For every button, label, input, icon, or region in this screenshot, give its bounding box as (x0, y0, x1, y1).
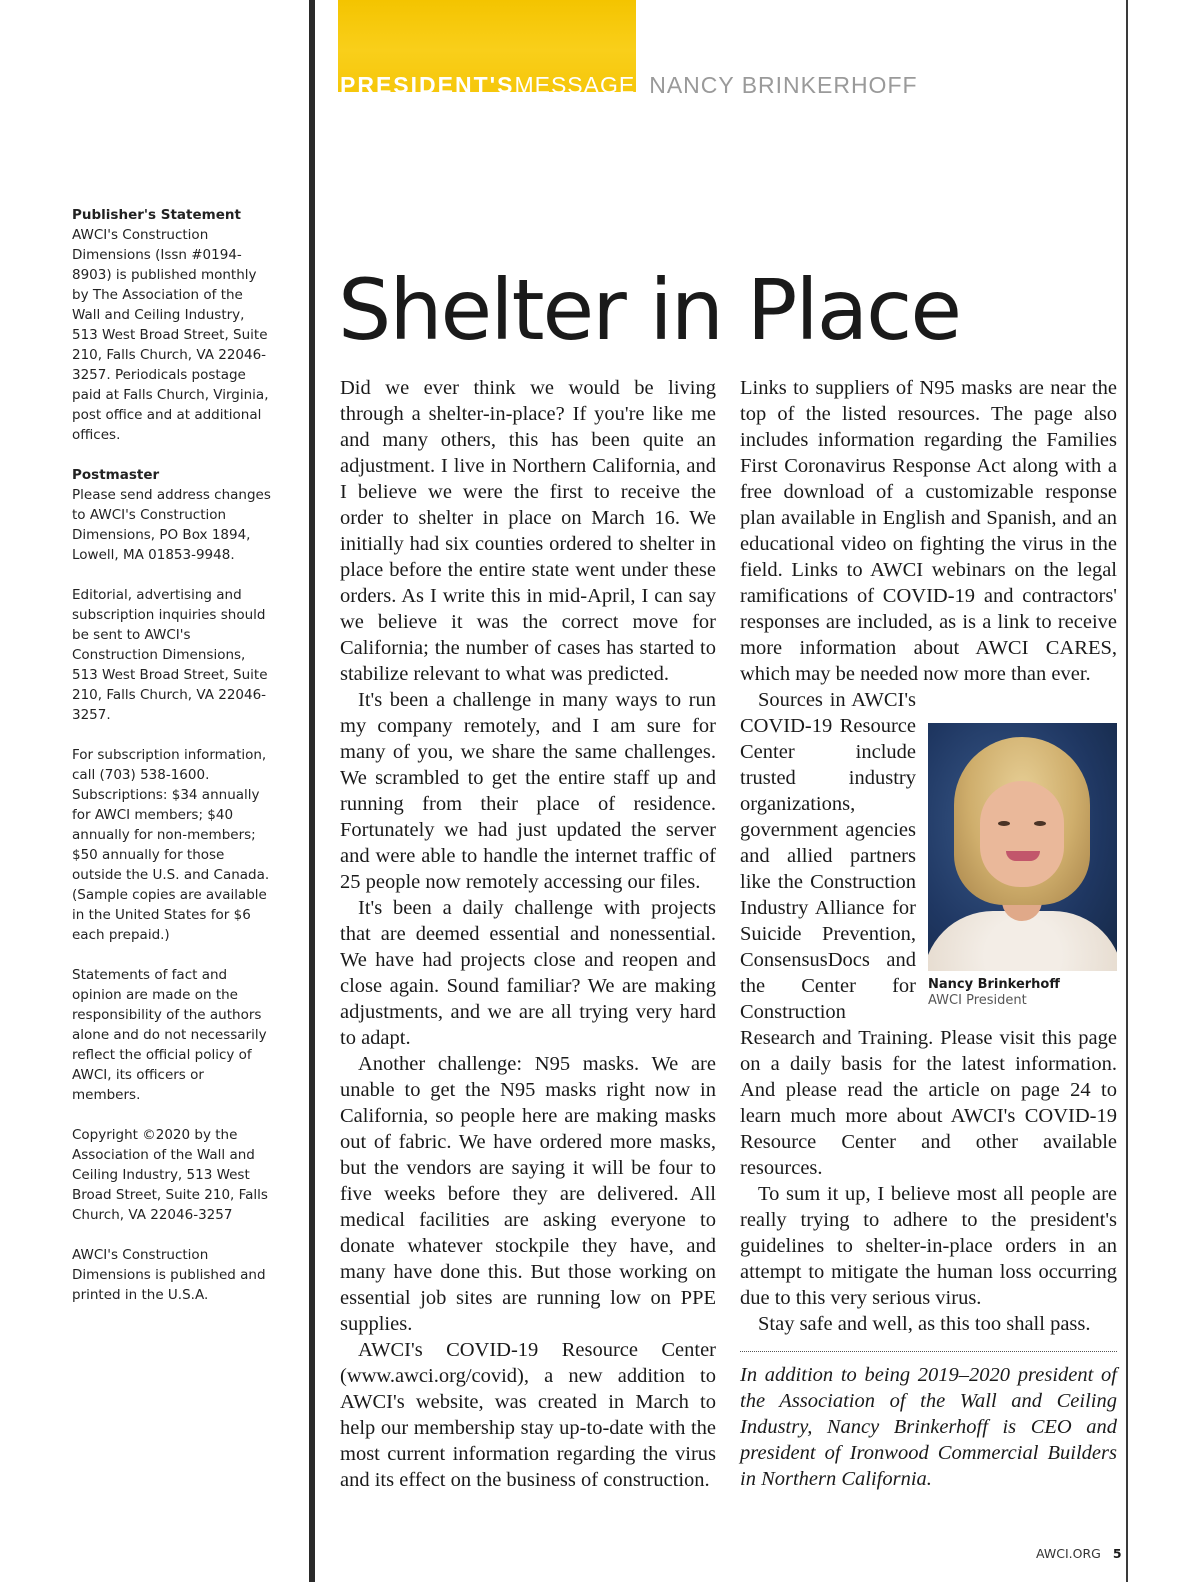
author-bio: In addition to being 2019–2020 president of the Association of the Wall and Ceiling Industry, Nancy Brinkerhoff is CEO and president of Ironwood Commercial Builders in Northern California. (740, 1364, 1117, 1490)
page-number: 5 (1112, 1546, 1122, 1561)
statements-text: Statements of fact and opinion are made on the responsibility of the authors alone and do not necessarily reflect the official policy of AWCI, its officers or members. (72, 967, 267, 1103)
publisher-sidebar (72, 205, 272, 1325)
kicker-light: MESSAGE (514, 72, 636, 98)
subscription-text: For subscription information, call (703) 538-1600. Subscriptions: $34 annually for AWCI members; $40 annually for non-members; $50 annually for those outside the U.S. and Canada. (Sample copies are available in the United States for $6 each prepaid.) (72, 747, 270, 943)
body-paragraph: Links to suppliers of N95 masks are near the top of the listed resources. The page also includes information regarding the Families First Coronavirus Response Act along with a free download of a customizable response plan available in English and Spanish, and an educational video on fighting the virus in the field. Links to AWCI webinars on the legal ramifications of COVID-19 and contractors' responses are included, as is a link to receive more information about AWCI CARES, which may be needed now more than ever. (740, 377, 1117, 685)
kicker-bold: PRESIDENT'S (340, 72, 515, 98)
author-photo (928, 723, 1117, 971)
publishers-statement (72, 205, 272, 445)
photo-eye-left (998, 821, 1010, 826)
postmaster-block (72, 465, 272, 565)
caption-role: AWCI President (928, 993, 1027, 1008)
photo-smile (1006, 851, 1040, 861)
publishers-heading: Publisher's Statement (72, 207, 241, 223)
page-footer (1036, 1546, 1122, 1561)
photo-eye-right (1034, 821, 1046, 826)
kicker-author: NANCY BRINKERHOFF (649, 72, 918, 98)
printed-text: AWCI's Construction Dimensions is published and printed in the U.S.A. (72, 1247, 266, 1303)
photo-face (980, 781, 1064, 887)
body-paragraph: To sum it up, I believe most all people are really trying to adhere to the president's guidelines to shelter-in-place orders in an attempt to mitigate the human loss occurring due to this very serious virus. (740, 1183, 1117, 1309)
section-kicker (340, 70, 918, 100)
article-column-right (740, 375, 1117, 1492)
article-column-left (340, 375, 716, 1493)
body-paragraph: Sources in AWCI's COVID-19 Resource Center include trusted industry organizations, government agencies and allied partners like the Construction Industry Alliance for Suicide Prevention, ConsensusDocs and the Center for Construction Research and Training. Please visit this page on a daily basis for the latest information. And please read the article on page 24 to learn much more about AWCI's COVID-19 Resource Center and other available resources. (740, 689, 1117, 1179)
body-paragraph: It's been a challenge in many ways to run my company remotely, and I am sure for many of you, we share the same challenges. We scrambled to get the entire staff up and running from their place of residence. Fortunately we had just updated the server and were able to handle the internet traffic of 25 people now remotely accessing our files. (340, 689, 716, 893)
author-photo-block (928, 723, 1117, 1009)
body-paragraph: Stay safe and well, as this too shall pass. (758, 1313, 1091, 1335)
postmaster-text: Please send address changes to AWCI's Construction Dimensions, PO Box 1894, Lowell, MA 01853-9948. (72, 487, 271, 563)
bio-divider (740, 1351, 1117, 1352)
postmaster-heading: Postmaster (72, 467, 160, 483)
body-paragraph: AWCI's COVID-19 Resource Center (www.awci.org/covid), a new addition to AWCI's website, was created in March to help our membership stay up-to-date with the most current information regarding the virus and its effect on the business of construction. (340, 1339, 716, 1491)
right-page-rule (1126, 0, 1128, 1582)
editorial-text: Editorial, advertising and subscription inquiries should be sent to AWCI's Construction Dimensions, 513 West Broad Street, Suite 210, Falls Church, VA 22046-3257. (72, 587, 268, 723)
photo-caption (928, 977, 1117, 1009)
article-title: Shelter in Place (338, 261, 961, 359)
caption-name: Nancy Brinkerhoff (928, 977, 1060, 992)
body-paragraph: Did we ever think we would be living through a shelter-in-place? If you're like me and many others, this has been quite an adjustment. I live in Northern California, and I believe we were the first to receive the order to shelter in place on March 16. We initially had six counties ordered to shelter in place before the entire state went under these orders. As I write this in mid-April, I can say we believe it was the correct move for California; the number of cases has started to stabilize relevant to what was predicted. (340, 377, 716, 685)
body-paragraph: Another challenge: N95 masks. We are unable to get the N95 masks right now in California, so people here are making masks out of fabric. We have ordered more masks, but the vendors are saying it will be four to five weeks before they are delivered. All medical facilities are asking everyone to donate whatever stockpile they have, and many have done this. But those working on essential job sites are running low on PPE supplies. (340, 1053, 716, 1335)
publishers-text: AWCI's Construction Dimensions (Issn #0194-8903) is published monthly by The Association of the Wall and Ceiling Industry, 513 West Broad Street, Suite 210, Falls Church, VA 22046-3257. Periodicals postage paid at Falls Church, Virginia, post office and at additional offices. (72, 227, 269, 443)
footer-site: AWCI.ORG (1036, 1546, 1101, 1561)
body-paragraph: It's been a daily challenge with projects that are deemed essential and nonessential. We have had projects close and reopen and close again. Sound familiar? We are making adjustments, and we are all trying very hard to adapt. (340, 897, 716, 1049)
left-column-rule (309, 0, 315, 1582)
copyright-text: Copyright ©2020 by the Association of the Wall and Ceiling Industry, 513 West Broad Street, Suite 210, Falls Church, VA 22046-3257 (72, 1127, 268, 1223)
